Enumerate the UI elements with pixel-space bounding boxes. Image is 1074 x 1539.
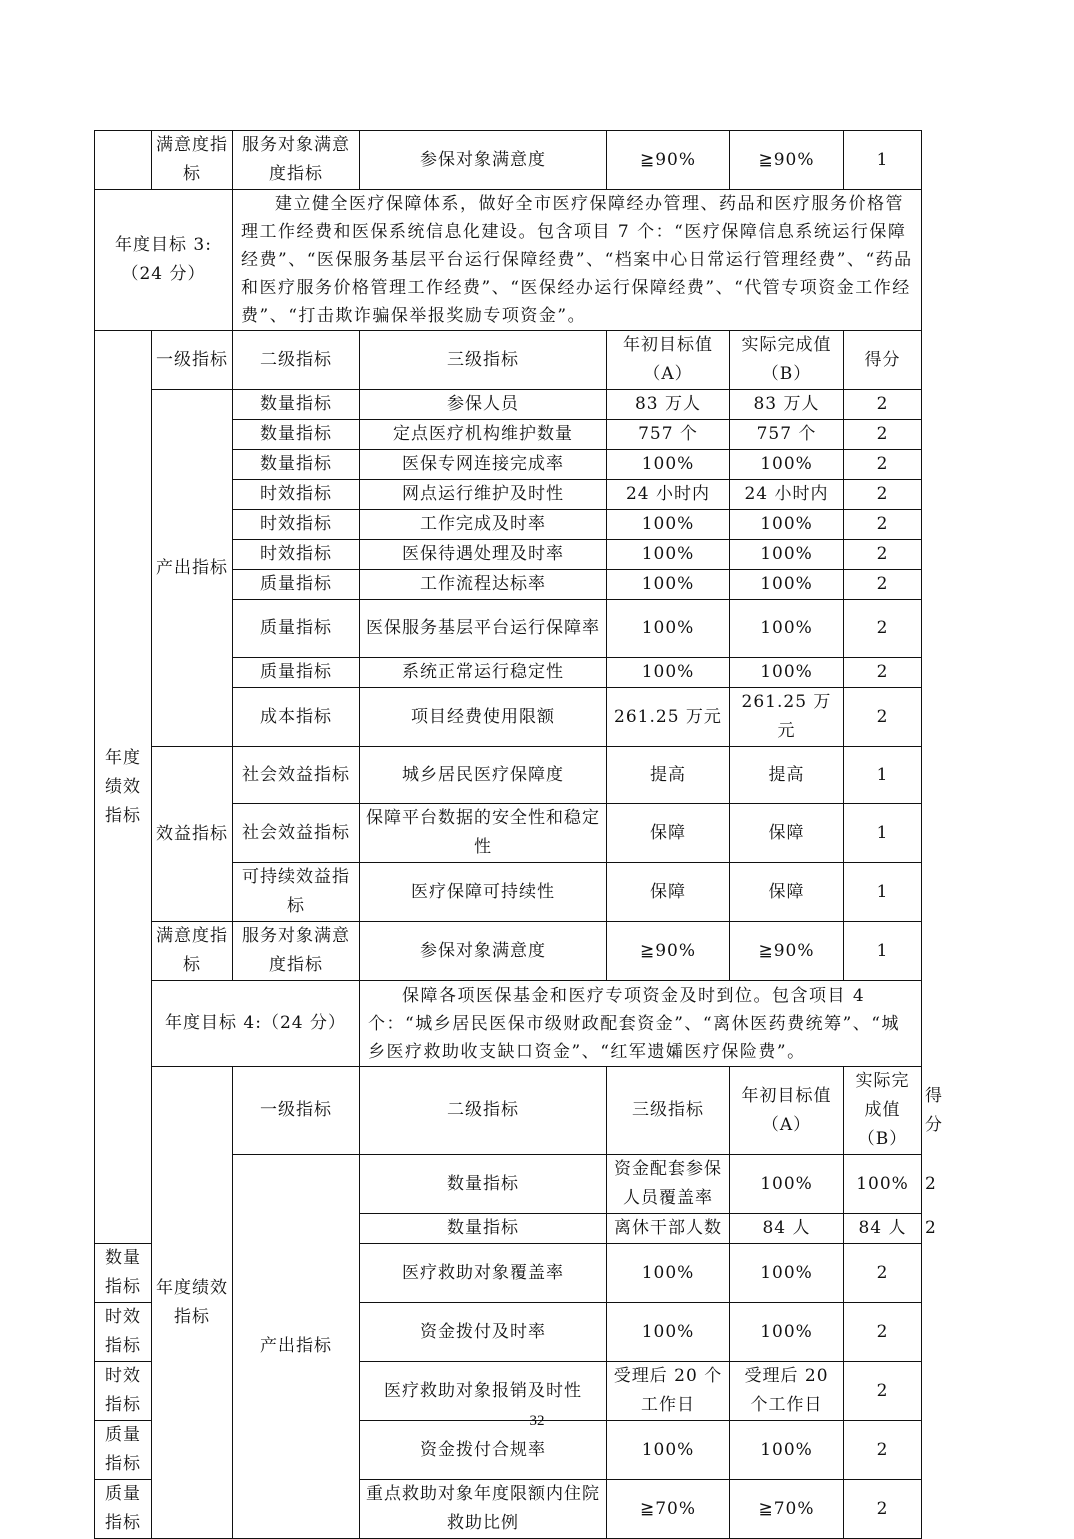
score-cell: 2 xyxy=(844,1362,922,1421)
blank-cell xyxy=(95,131,152,190)
target-cell: 100% xyxy=(607,1421,730,1480)
level3-cell: 工作完成及时率 xyxy=(360,510,607,540)
benefit-label: 效益指标 xyxy=(152,747,233,922)
header-target: 年初目标值（A） xyxy=(730,1067,844,1155)
goal4-label: 年度目标 4:（24 分） xyxy=(152,981,360,1067)
target-cell: 757 个 xyxy=(607,420,730,450)
level1-cell: 满意度指标 xyxy=(152,131,233,190)
score-cell: 2 xyxy=(844,600,922,658)
header-level2: 二级指标 xyxy=(360,1067,607,1155)
header-level1: 一级指标 xyxy=(233,1067,360,1155)
level3-cell: 医疗救助对象报销及时性 xyxy=(360,1362,607,1421)
level3-cell: 项目经费使用限额 xyxy=(360,688,607,747)
level2-cell: 可持续效益指标 xyxy=(233,863,360,922)
table-row xyxy=(95,922,922,981)
score-cell: 2 xyxy=(844,510,922,540)
level2-cell: 质量指标 xyxy=(95,1421,152,1480)
target-cell: 84 人 xyxy=(730,1214,844,1244)
level2-cell: 服务对象满意度指标 xyxy=(233,922,360,981)
table-row: 数量指标 离休干部人数 84 人 84 人 2 xyxy=(95,1214,922,1244)
level2-cell: 数量指标 xyxy=(360,1155,607,1214)
level3-cell: 医保服务基层平台运行保障率 xyxy=(360,600,607,658)
table-row xyxy=(95,131,922,190)
actual-cell: 100% xyxy=(844,1155,922,1214)
actual-cell: 100% xyxy=(730,1421,844,1480)
level3-cell: 参保对象满意度 xyxy=(360,922,607,981)
score-cell: 1 xyxy=(844,922,922,981)
output-label: 产出指标 xyxy=(152,390,233,747)
target-cell: 100% xyxy=(607,1303,730,1362)
level3-cell: 参保人员 xyxy=(360,390,607,420)
target-cell: 100% xyxy=(607,600,730,658)
header-level1: 一级指标 xyxy=(152,331,233,390)
score-cell: 2 xyxy=(844,420,922,450)
header-row xyxy=(95,331,922,390)
score-cell: 2 xyxy=(844,1421,922,1480)
actual-cell: ≧70% xyxy=(730,1480,844,1539)
side-label: 年度绩效指标 xyxy=(152,1067,233,1539)
level3-cell: 医疗保障可持续性 xyxy=(360,863,607,922)
header-actual: 实际完成值（B） xyxy=(844,1067,922,1155)
actual-cell: 受理后 20 个工作日 xyxy=(730,1362,844,1421)
target-cell: 100% xyxy=(607,1244,730,1303)
level2-cell: 社会效益指标 xyxy=(233,804,360,863)
header-actual: 实际完成值（B） xyxy=(730,331,844,390)
level3-cell: 网点运行维护及时性 xyxy=(360,480,607,510)
goal3-text: 建立健全医疗保障体系，做好全市医疗保障经办管理、药品和医疗服务价格管理工作经费和医保系统信息化建设。包含项目 7 个：“医疗保障信息系统运行保障经费”、“医保服务基层平台运行保障经费”、“档案中心日常运行管理经费”、“药品和医疗服务价格管理工作经费”、“医保经办运行保障经费”、“代管专项资金工作经费”、“打击欺诈骗保举报奖励专项资金”。 xyxy=(241,194,913,326)
score-cell: 2 xyxy=(844,450,922,480)
actual-cell: 100% xyxy=(730,600,844,658)
target-cell: 83 万人 xyxy=(607,390,730,420)
header-level2: 二级指标 xyxy=(233,331,360,390)
level2-cell: 社会效益指标 xyxy=(233,747,360,804)
actual-cell: 24 小时内 xyxy=(730,480,844,510)
actual-cell: 100% xyxy=(730,540,844,570)
target-cell: 保障 xyxy=(607,804,730,863)
actual-cell: 保障 xyxy=(730,804,844,863)
score-cell: 2 xyxy=(844,688,922,747)
actual-cell: 100% xyxy=(730,570,844,600)
level2-cell: 质量指标 xyxy=(233,658,360,688)
goal-row xyxy=(95,981,922,1067)
level3-cell: 定点医疗机构维护数量 xyxy=(360,420,607,450)
score-cell: 1 xyxy=(844,804,922,863)
level3-cell: 工作流程达标率 xyxy=(360,570,607,600)
actual-cell: 84 人 xyxy=(844,1214,922,1244)
goal4-description xyxy=(360,981,922,1067)
actual-cell: ≧90% xyxy=(730,131,844,190)
level3-cell: 离休干部人数 xyxy=(607,1214,730,1244)
score-cell: 2 xyxy=(844,1480,922,1539)
header-level3: 三级指标 xyxy=(360,331,607,390)
level3-cell: 参保对象满意度 xyxy=(360,131,607,190)
score-cell: 2 xyxy=(844,1303,922,1362)
level3-cell: 资金拨付合规率 xyxy=(360,1421,607,1480)
level2-cell: 时效指标 xyxy=(233,540,360,570)
header-level3: 三级指标 xyxy=(607,1067,730,1155)
header-target: 年初目标值（A） xyxy=(607,331,730,390)
target-cell: ≧70% xyxy=(607,1480,730,1539)
score-cell: 1 xyxy=(844,863,922,922)
level3-cell: 资金配套参保人员覆盖率 xyxy=(607,1155,730,1214)
target-cell: 受理后 20 个工作日 xyxy=(607,1362,730,1421)
actual-cell: ≧90% xyxy=(730,922,844,981)
level2-cell: 数量指标 xyxy=(233,450,360,480)
level2-cell: 成本指标 xyxy=(233,688,360,747)
score-cell: 1 xyxy=(844,131,922,190)
actual-cell: 保障 xyxy=(730,863,844,922)
header-row: 年度绩效指标 一级指标 二级指标 三级指标 年初目标值（A） 实际完成值（B） 得分 xyxy=(95,1067,922,1155)
level2-cell: 时效指标 xyxy=(95,1362,152,1421)
score-cell: 2 xyxy=(844,390,922,420)
level2-cell: 时效指标 xyxy=(233,510,360,540)
target-cell: 261.25 万元 xyxy=(607,688,730,747)
level2-cell: 数量指标 xyxy=(95,1244,152,1303)
score-cell: 2 xyxy=(844,480,922,510)
target-cell: 保障 xyxy=(607,863,730,922)
level2-cell: 数量指标 xyxy=(360,1214,607,1244)
output-label: 产出指标 xyxy=(233,1155,360,1539)
goal3-label: 年度目标 3:（24 分） xyxy=(95,190,233,331)
level3-cell: 医疗救助对象覆盖率 xyxy=(360,1244,607,1303)
goal3-description xyxy=(233,190,922,331)
level3-cell: 城乡居民医疗保障度 xyxy=(360,747,607,804)
target-cell: 100% xyxy=(607,450,730,480)
level3-cell: 系统正常运行稳定性 xyxy=(360,658,607,688)
actual-cell: 100% xyxy=(730,510,844,540)
goal4-text: 保障各项医保基金和医疗专项资金及时到位。包含项目 4 个：“城乡居民医保市级财政配套资金”、“离休医药费统筹”、“城乡医疗救助收支缺口资金”、“红军遗孀医疗保险费”。 xyxy=(368,985,900,1062)
score-cell: 1 xyxy=(844,747,922,804)
header-score: 得分 xyxy=(844,331,922,390)
actual-cell: 261.25 万元 xyxy=(730,688,844,747)
level1-cell: 满意度指标 xyxy=(152,922,233,981)
goal-row xyxy=(95,190,922,331)
level2-cell: 数量指标 xyxy=(233,420,360,450)
actual-cell: 757 个 xyxy=(730,420,844,450)
target-cell: 100% xyxy=(730,1155,844,1214)
actual-cell: 100% xyxy=(730,450,844,480)
target-cell: 24 小时内 xyxy=(607,480,730,510)
actual-cell: 100% xyxy=(730,1244,844,1303)
target-cell: 100% xyxy=(607,540,730,570)
level2-cell: 服务对象满意度指标 xyxy=(233,131,360,190)
level3-cell: 医保专网连接完成率 xyxy=(360,450,607,480)
target-cell: 100% xyxy=(607,658,730,688)
actual-cell: 83 万人 xyxy=(730,390,844,420)
score-cell: 2 xyxy=(844,658,922,688)
level2-cell: 质量指标 xyxy=(233,570,360,600)
level2-cell: 质量指标 xyxy=(95,1480,152,1539)
table-row: 产出指标 数量指标 资金配套参保人员覆盖率 100% 100% 2 xyxy=(95,1155,922,1214)
target-cell: ≧90% xyxy=(607,131,730,190)
level2-cell: 数量指标 xyxy=(233,390,360,420)
score-cell: 2 xyxy=(844,570,922,600)
table-row xyxy=(95,390,922,420)
level3-cell: 重点救助对象年度限额内住院救助比例 xyxy=(360,1480,607,1539)
level2-cell: 时效指标 xyxy=(95,1303,152,1362)
target-cell: 100% xyxy=(607,510,730,540)
target-cell: 100% xyxy=(607,570,730,600)
table-row xyxy=(95,747,922,804)
actual-cell: 100% xyxy=(730,1303,844,1362)
level3-cell: 资金拨付及时率 xyxy=(360,1303,607,1362)
actual-cell: 提高 xyxy=(730,747,844,804)
side-label: 年度绩效指标 xyxy=(95,331,152,1244)
actual-cell: 100% xyxy=(730,658,844,688)
target-cell: ≧90% xyxy=(607,922,730,981)
level3-cell: 医保待遇处理及时率 xyxy=(360,540,607,570)
target-cell: 提高 xyxy=(607,747,730,804)
score-cell: 2 xyxy=(844,1244,922,1303)
level2-cell: 时效指标 xyxy=(233,480,360,510)
score-cell: 2 xyxy=(844,540,922,570)
level2-cell: 质量指标 xyxy=(233,600,360,658)
performance-table xyxy=(94,130,943,1539)
page-number: 32 xyxy=(529,1413,545,1429)
level3-cell: 保障平台数据的安全性和稳定性 xyxy=(360,804,607,863)
